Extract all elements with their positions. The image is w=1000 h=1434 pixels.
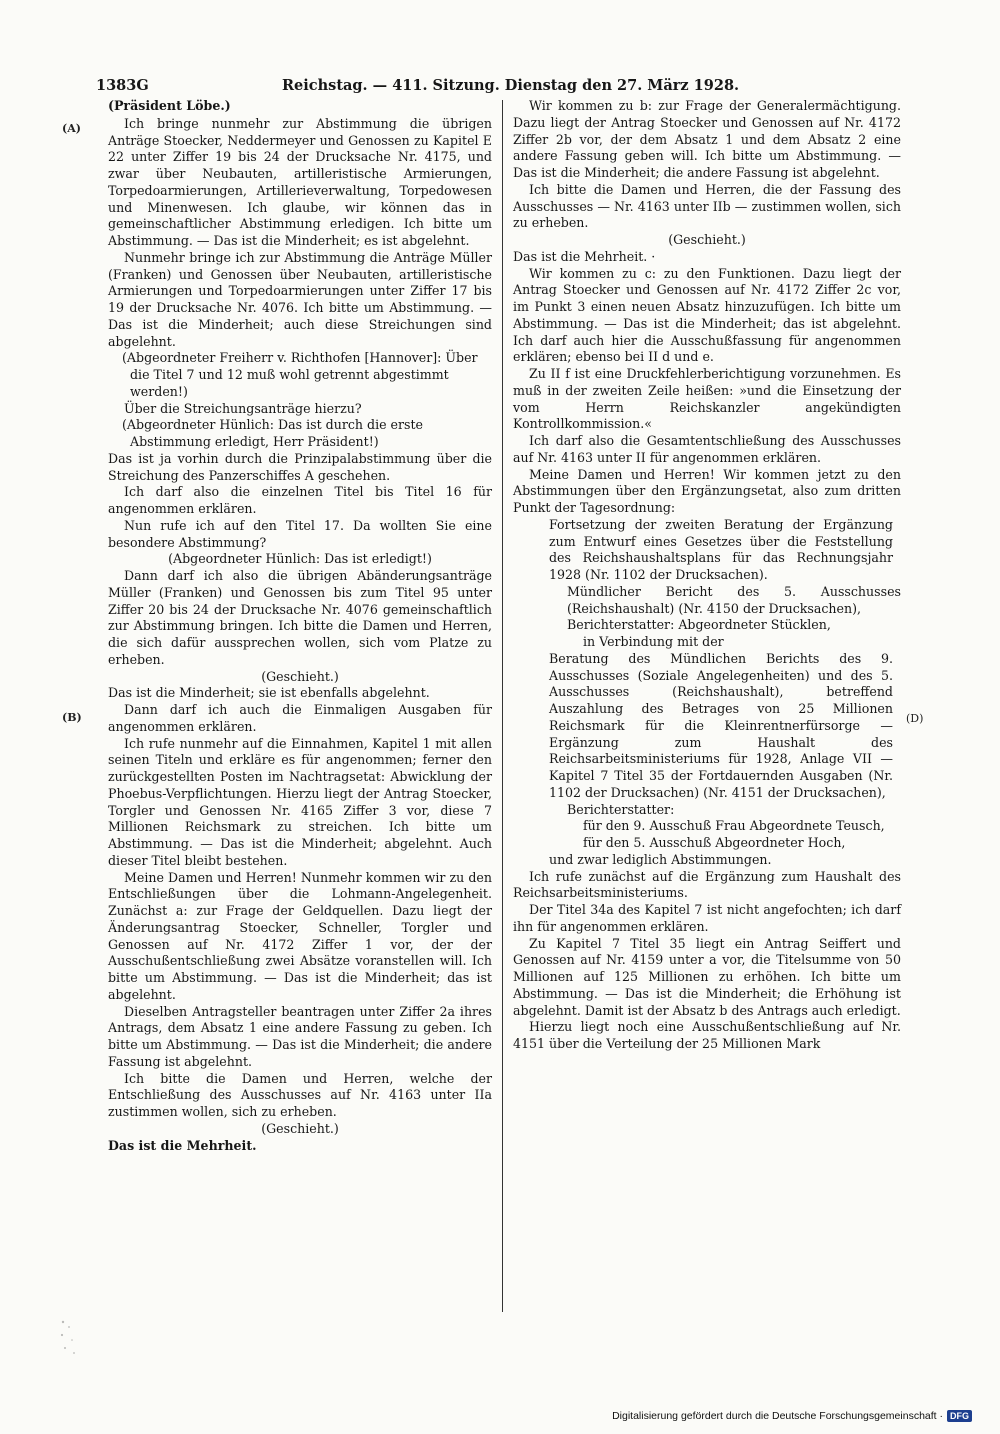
left-column-paragraph: (Präsident Löbe.) (108, 98, 231, 113)
right-column-paragraph: Wir kommen zu c: zu den Funktionen. Dazu liegt der Antrag Stoecker und Genossen auf Nr. 4172 Ziffer 2c vor, im Punkt 3 einen neuen Absatz hinzuzufügen. Ich bitte um Abstimmung. — Das ist die Minderheit; das ist abgelehnt. Ich darf auch hier die Ausschußfassung für angenommen erklären; ebenso bei II d und e. (513, 265, 901, 365)
left-column-paragraph: Nunmehr bringe ich zur Abstimmung die Anträge Müller (Franken) und Genossen über Neubauten, artilleristische Armierungen und Torpedoarmierungen unter Ziffer 17 bis 19 der Drucksache Nr. 4076. Ich bitte um Abstimmung. — Das ist die Minderheit; auch diese Streichungen sind abgelehnt. (108, 249, 492, 349)
left-column-paragraph: Ich darf also die einzelnen Titel bis Titel 16 für angenommen erklären. (108, 484, 492, 516)
left-column-paragraph: Meine Damen und Herren! Nunmehr kommen wir zu den Entschließungen über die Lohmann-Angelegenheit. Zunächst a: zur Frage der Geldquellen. Dazu liegt der Änderungsantrag Stoecker, Schneller, Torgler und Genossen auf Nr. 4172 Ziffer 1 vor, der der Ausschußentschließung zwei Absätze voranstellen will. Ich bitte um Abstimmung. — Das ist die Minderheit; das ist abgelehnt. (108, 869, 492, 1002)
footer-credit (612, 1410, 972, 1422)
left-column-paragraph: Das ist die Minderheit; sie ist ebenfalls abgelehnt. (108, 685, 430, 701)
left-column-paragraph: Dieselben Antragsteller beantragen unter Ziffer 2a ihres Antrags, dem Absatz 1 eine andere Fassung zu geben. Ich bitte um Abstimmung. — Das ist die Minderheit; die andere Fassung ist abgelehnt. (108, 1003, 492, 1069)
left-column-paragraph: Ich bitte die Damen und Herren, welche der Entschließung des Ausschusses auf Nr. 4163 unter IIa zustimmen wollen, sich zu erheben. (108, 1070, 492, 1119)
right-column-paragraph: Zu II f ist eine Druckfehlerberichtigung vorzunehmen. Es muß in der zweiten Zeile heißen: »und die Einsetzung der vom Herrn Reichskanzler angekündigten Kontrollkommission.« (513, 366, 901, 432)
right-column-paragraph: und zwar lediglich Abstimmungen. (549, 851, 772, 867)
right-column-paragraph: für den 5. Ausschuß Abgeordneter Hoch, (583, 835, 846, 850)
right-column-paragraph: Hierzu liegt noch eine Ausschußentschließung auf Nr. 4151 über die Verteilung der 25 Millionen Mark (513, 1019, 901, 1051)
left-column-paragraph: (Abgeordneter Hünlich: Das ist durch die erste Abstimmung erledigt, Herr Präsident!) (122, 417, 424, 449)
right-column-paragraph: Wir kommen zu b: zur Frage der Generalermächtigung. Dazu liegt der Antrag Stoecker und Genossen auf Nr. 4172 Ziffer 2b vor, der dem Absatz 1 und dem Absatz 2 eine andere Fassung geben will. Ich bitte um Abstimmung. — Das ist die Minderheit; die andere Fassung ist abgelehnt. (513, 98, 901, 180)
left-column-paragraph: Nun rufe ich auf den Titel 17. Da wollten Sie eine besondere Abstimmung? (108, 517, 492, 550)
left-column-paragraph: Dann darf ich also die übrigen Abänderungsanträge Müller (Franken) und Genossen bis zum Titel 95 unter Ziffer 20 bis 24 der Drucksache Nr. 4076 gemeinschaftlich zur Abstimmung bringen. Ich bitte die Damen und Herren, die sich dafür aussprechen wollen, sich vom Platze zu erheben. (108, 568, 492, 667)
left-column-paragraph: (Abgeordneter Hünlich: Das ist erledigt!) (168, 551, 432, 567)
right-column-paragraph: (Geschieht.) (668, 232, 746, 247)
scan-speck-mark (58, 1318, 80, 1358)
dfg-logo: DFG (947, 1410, 972, 1422)
left-column-paragraph: Dann darf ich auch die Einmaligen Ausgaben für angenommen erklären. (108, 702, 492, 734)
right-column-paragraph: Ich rufe zunächst auf die Ergänzung zum Haushalt des Reichsarbeitsministeriums. (513, 868, 901, 901)
margin-mark-b: (B) (62, 711, 82, 724)
margin-mark-d: (D) (906, 712, 924, 725)
left-column-paragraph: (Geschieht.) (261, 1120, 339, 1136)
margin-mark-a: (A) (62, 122, 81, 135)
left-column-paragraph: (Geschieht.) (261, 668, 339, 684)
running-title: Reichstag. — 411. Sitzung. Dienstag den 27. März 1928. (282, 77, 740, 94)
left-column-paragraph: Ich bringe nunmehr zur Abstimmung die übrigen Anträge Stoecker, Neddermeyer und Genossen zu Kapitel E 22 unter Ziffer 19 bis 24 der Drucksache Nr. 4175, und zwar über Neubauten, artilleristische Armierungen, Torpedoarmierungen, Artillerieverwaltung, Torpedowesen und Minenwesen. Ich glaube, wir können das in gemeinschaftlicher Abstimmung erledigen. Ich bitte um Abstimmung. — Das ist die Minderheit; es ist abgelehnt. (108, 115, 492, 248)
left-column-paragraph: Über die Streichungsanträge hierzu? (124, 400, 362, 416)
right-column-paragraph: Meine Damen und Herren! Wir kommen jetzt zu den Abstimmungen über den Ergänzungsetat, also zum dritten Punkt der Tagesordnung: (513, 466, 901, 515)
left-column-paragraph: Ich rufe nunmehr auf die Einnahmen, Kapitel 1 mit allen seinen Titeln und erkläre es für angenommen; ferner den zurückgestellten Posten im Nachtragsetat: Abwicklung der Phoebus-Verpflichtungen. Hierzu liegt der Antrag Stoecker, Torgler und Genossen Nr. 4165 Ziffer 3 vor, diese 7 Millionen Reichsmark zu streichen. Ich bitte um Abstimmung. — Das ist die Minderheit; abgelehnt. Auch dieser Titel bleibt bestehen. (108, 735, 492, 868)
page-header (96, 76, 904, 96)
right-column-paragraph: Der Titel 34a des Kapitel 7 ist nicht angefochten; ich darf ihn für angenommen erklären. (513, 902, 901, 934)
right-column-paragraph: Beratung des Mündlichen Berichts des 9. Ausschusses (Soziale Angelegenheiten) und des 5. Ausschusses (Reichshaushalt), betreffend Auszahlung des Betrages von 25 Millionen Reichsmark für die Kleinrentnerfürsorge — Ergänzung zum Haushalt des Reichsarbeitsministeriums für 1928, Anlage VII — Kapitel 7 Titel 35 der Fortdauernden Ausgaben (Nr. 1102 der Drucksachen) (Nr. 4151 der Drucksachen), (549, 650, 893, 800)
right-column-paragraph: Ich darf also die Gesamtentschließung des Ausschusses auf Nr. 4163 unter II für angenommen erklären. (513, 433, 901, 465)
right-column-paragraph: Das ist die Mehrheit. · (513, 248, 656, 264)
right-column-paragraph: Fortsetzung der zweiten Beratung der Ergänzung zum Entwurf eines Gesetzes über die Feststellung des Reichshaushaltsplans für das Rechnungsjahr 1928 (Nr. 1102 der Drucksachen). (549, 516, 893, 582)
right-column (513, 98, 901, 1053)
right-column-paragraph: Ich bitte die Damen und Herren, die der Fassung des Ausschusses — Nr. 4163 unter IIb — zustimmen wollen, sich zu erheben. (513, 181, 901, 231)
left-column-paragraph: (Abgeordneter Freiherr v. Richthofen [Hannover]: Über die Titel 7 und 12 muß wohl getrennt abgestimmt werden!) (122, 350, 478, 399)
right-column-paragraph: Mündlicher Bericht des 5. Ausschusses (Reichshaushalt) (Nr. 4150 der Drucksachen), (567, 583, 901, 616)
right-column-paragraph: für den 9. Ausschuß Frau Abgeordnete Teusch, (583, 818, 885, 834)
right-column-paragraph: Berichterstatter: (567, 801, 675, 817)
column-divider (502, 100, 503, 1312)
left-column-paragraph: Das ist ja vorhin durch die Prinzipalabstimmung über die Streichung des Panzerschiffes A geschehen. (108, 450, 492, 483)
left-column-paragraph: Das ist die Mehrheit. (108, 1137, 257, 1153)
page-number: 1383G (96, 77, 149, 94)
footer-text: Digitalisierung gefördert durch die Deutsche Forschungsgemeinschaft · (612, 1410, 943, 1422)
left-column (108, 98, 492, 1154)
right-column-paragraph: Zu Kapitel 7 Titel 35 liegt ein Antrag Seiffert und Genossen auf Nr. 4159 unter a vor, die Titelsumme von 50 Millionen auf 125 Millionen zu erhöhen. Ich bitte um Abstimmung. — Das ist die Minderheit; die Erhöhung ist abgelehnt. Damit ist der Absatz b des Antrags auch erledigt. (513, 935, 901, 1018)
right-column-paragraph: in Verbindung mit der (583, 634, 724, 649)
right-column-paragraph: Berichterstatter: Abgeordneter Stücklen, (567, 617, 831, 633)
